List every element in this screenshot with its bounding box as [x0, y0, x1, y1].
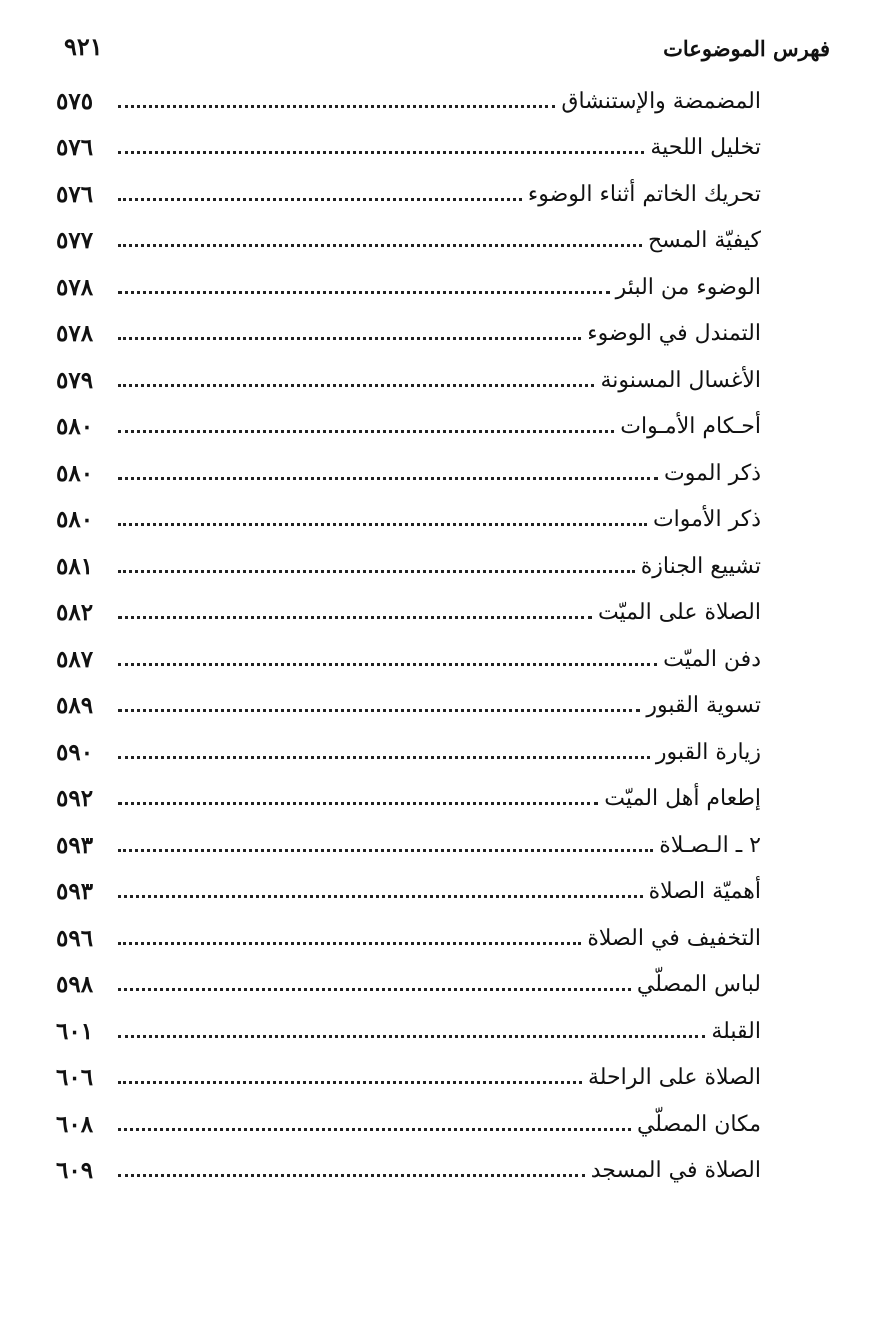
toc-entry-page: ٥٩٢ [56, 785, 94, 813]
dot-leader [118, 105, 555, 108]
toc-entry-page: ٦٠٩ [56, 1157, 94, 1185]
toc-entry-page: ٥٧٦ [56, 180, 94, 208]
toc-entry-title: التخفيف في الصلاة [587, 925, 761, 951]
toc-entry [56, 404, 761, 451]
dot-leader [118, 477, 658, 480]
dot-leader [118, 988, 631, 991]
toc-entry-title: أهميّة الصلاة [648, 879, 761, 905]
toc-entry-page: ٥٨٠ [56, 413, 94, 441]
toc-entry-title: الصلاة على الراحلة [587, 1065, 761, 1091]
running-header-title: فهرس الموضوعات [663, 36, 830, 61]
toc-entry [56, 1055, 761, 1102]
toc-entry-page: ٥٧٨ [56, 273, 94, 301]
toc-entry-page: ٦٠٦ [56, 1064, 94, 1092]
toc-entry [56, 822, 761, 869]
toc-entry-title: إطعام أهل الميّت [604, 786, 761, 812]
toc-entry-page: ٥٩٠ [56, 738, 94, 766]
toc-entry-title: الصلاة على الميّت [597, 600, 761, 626]
toc-entry-title: تخليل اللحية [650, 135, 761, 161]
toc-entry-page: ٥٩٣ [56, 878, 94, 906]
toc-entry-title: لباس المصلّي [636, 972, 761, 998]
toc-entry-page: ٥٧٩ [56, 366, 94, 394]
toc-entry-page: ٥٨٠ [56, 506, 94, 534]
dot-leader [118, 198, 522, 201]
dot-leader [118, 291, 610, 294]
table-of-contents [56, 78, 761, 1194]
page-header [64, 30, 830, 70]
toc-entry [56, 218, 761, 265]
toc-entry-page: ٥٩٦ [56, 924, 94, 952]
dot-leader [118, 430, 614, 433]
toc-entry-title: الوضوء من البئر [615, 274, 761, 300]
toc-entry-title: كيفيّة المسح [647, 228, 761, 254]
toc-entry [56, 590, 761, 637]
toc-entry-page: ٥٨٢ [56, 599, 94, 627]
toc-entry [56, 915, 761, 962]
toc-entry-page: ٥٨٩ [56, 692, 94, 720]
toc-entry-title: الصلاة في المسجد [590, 1158, 761, 1184]
toc-entry-page: ٥٨٧ [56, 645, 94, 673]
toc-entry-title: تسوية القبور [646, 693, 761, 719]
toc-entry-title: مكان المصلّي [636, 1111, 761, 1137]
toc-entry [56, 450, 761, 497]
dot-leader [118, 244, 642, 247]
dot-leader [118, 1128, 631, 1131]
toc-entry-title: التمندل في الوضوء [587, 321, 761, 347]
toc-entry-title: القبلة [711, 1018, 761, 1044]
toc-entry [56, 869, 761, 916]
toc-entry [56, 125, 761, 172]
toc-entry [56, 1101, 761, 1148]
toc-entry-page: ٥٨١ [56, 552, 94, 580]
toc-entry [56, 311, 761, 358]
toc-entry-title: المضمضة والإستنشاق [561, 88, 761, 114]
toc-entry-page: ٥٩٨ [56, 971, 94, 999]
toc-entry-title: ذكر الموت [663, 460, 761, 486]
toc-entry [56, 497, 761, 544]
toc-entry [56, 171, 761, 218]
toc-entry-page: ٥٩٣ [56, 831, 94, 859]
toc-entry-title: أحـكام الأمـوات [620, 414, 761, 440]
dot-leader [118, 802, 598, 805]
dot-leader [118, 570, 635, 573]
toc-entry [56, 78, 761, 125]
toc-entry-page: ٥٧٨ [56, 320, 94, 348]
dot-leader [118, 523, 647, 526]
toc-entry-page: ٦٠١ [56, 1017, 94, 1045]
toc-entry [56, 729, 761, 776]
toc-entry [56, 962, 761, 1009]
toc-entry [56, 543, 761, 590]
dot-leader [118, 756, 650, 759]
toc-entry-title: دفن الميّت [663, 646, 761, 672]
dot-leader [118, 616, 592, 619]
dot-leader [118, 709, 640, 712]
dot-leader [118, 1081, 582, 1084]
toc-entry-title: تشييع الجنازة [640, 553, 761, 579]
dot-leader [118, 384, 594, 387]
toc-entry [56, 264, 761, 311]
toc-entry [56, 776, 761, 823]
toc-entry-title: ذكر الأموات [652, 507, 761, 533]
toc-entry [56, 636, 761, 683]
toc-entry-title: ٢ ـ الـصـلاة [659, 832, 761, 858]
toc-entry-page: ٥٧٥ [56, 87, 94, 115]
toc-entry [56, 357, 761, 404]
dot-leader [118, 1035, 705, 1038]
dot-leader [118, 337, 581, 340]
toc-entry-title: تحريك الخاتم أثناء الوضوء [527, 181, 761, 207]
toc-entry-title: الأغسال المسنونة [600, 367, 761, 393]
dot-leader [118, 942, 581, 945]
toc-entry-page: ٥٧٧ [56, 227, 94, 255]
toc-entry-page: ٦٠٨ [56, 1110, 94, 1138]
toc-entry [56, 683, 761, 730]
toc-entry-page: ٥٧٦ [56, 134, 94, 162]
toc-entry-page: ٥٨٠ [56, 459, 94, 487]
dot-leader [118, 151, 644, 154]
dot-leader [118, 663, 657, 666]
toc-entry-title: زيارة القبور [655, 739, 761, 765]
dot-leader [118, 895, 643, 898]
dot-leader [118, 1174, 585, 1177]
toc-entry [56, 1008, 761, 1055]
page-number: ٩٢١ [64, 32, 103, 61]
dot-leader [118, 849, 653, 852]
toc-entry [56, 1148, 761, 1195]
